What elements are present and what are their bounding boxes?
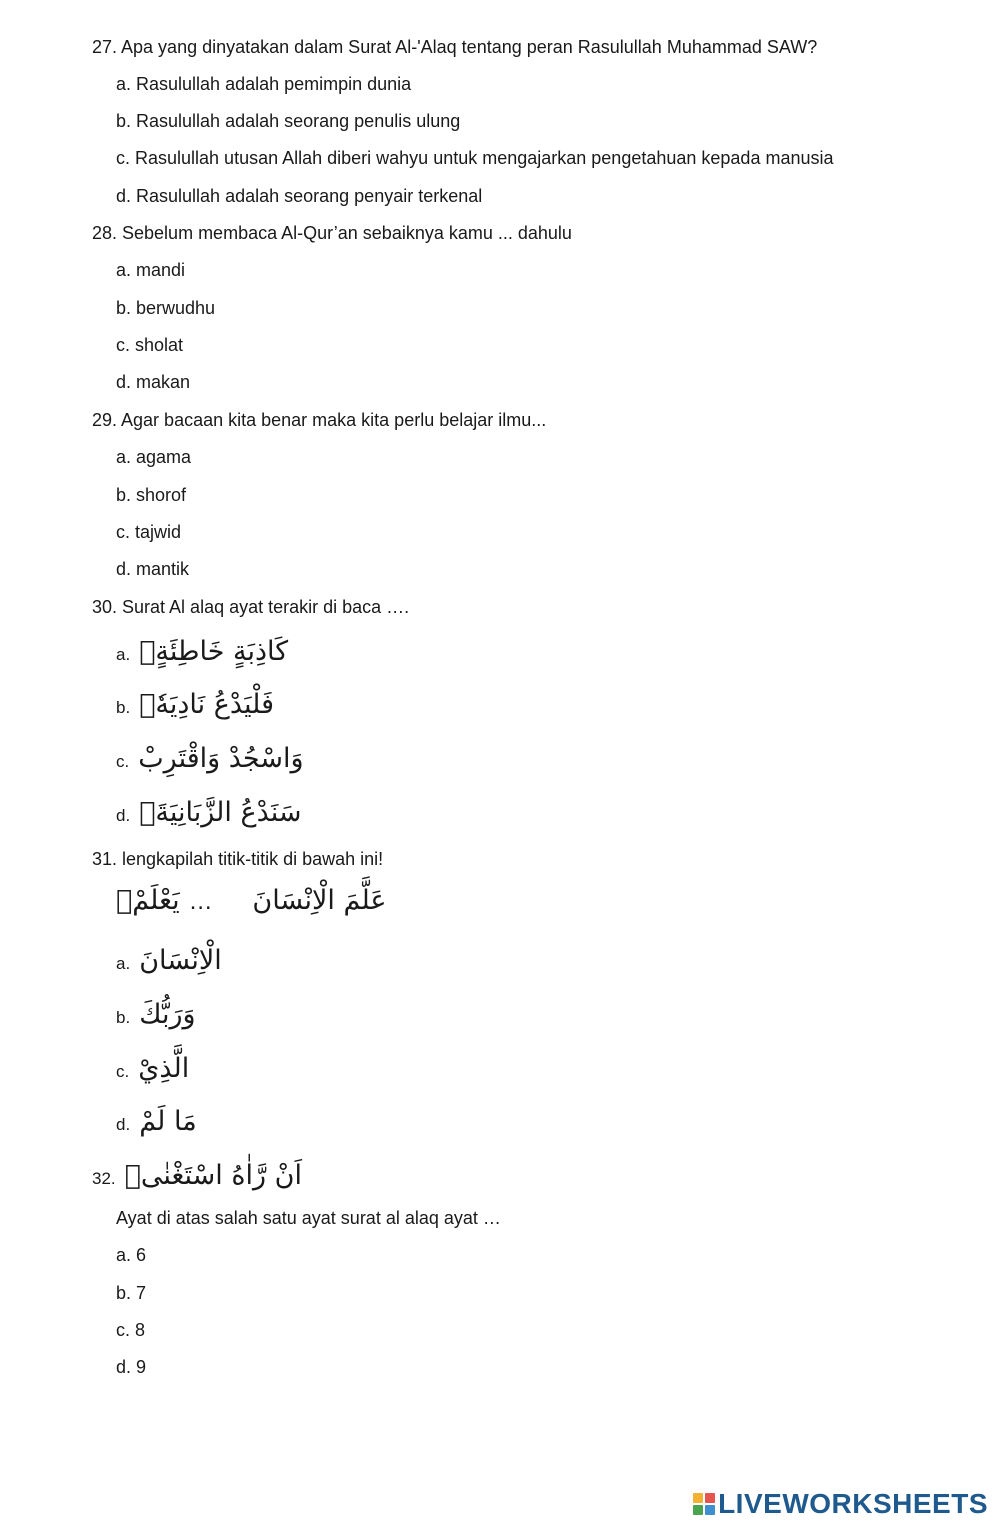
- q30-option-b-label: b.: [116, 698, 131, 717]
- question-27: 27. Apa yang dinyatakan dalam Surat Al-'Alaq tentang peran Rasulullah Muhammad SAW?: [92, 37, 818, 57]
- q27-option-b[interactable]: b. Rasulullah adalah seorang penulis ulung: [116, 111, 461, 131]
- q30-option-d-label: d.: [116, 806, 131, 825]
- q30-option-c[interactable]: [116, 741, 304, 777]
- logo-squares-icon: [693, 1493, 715, 1515]
- logo-square-2: [705, 1493, 715, 1503]
- q31-option-a-label: a.: [116, 954, 131, 973]
- q31-verse-blank: …: [188, 888, 213, 915]
- q31-verse-right: يَعْلَمْۗ: [116, 885, 180, 916]
- q31-option-c-label: c.: [116, 1062, 130, 1081]
- q30-option-b-arabic: فَلْيَدْعُ نَادِيَهٗۙ: [139, 689, 275, 720]
- q27-option-c[interactable]: c. Rasulullah utusan Allah diberi wahyu untuk mengajarkan pengetahuan kepada manusia: [116, 148, 834, 168]
- q31-option-b-label: b.: [116, 1008, 131, 1027]
- q28-option-d[interactable]: d. makan: [116, 372, 191, 392]
- q30-option-c-arabic: وَاسْجُدْ وَاقْتَرِبْ: [138, 743, 304, 774]
- q30-option-a[interactable]: [116, 634, 288, 670]
- q31-option-d-arabic: مَا لَمْ: [139, 1106, 197, 1137]
- question-31: 31. lengkapilah titik-titik di bawah ini!: [92, 849, 384, 869]
- q31-verse: [116, 880, 387, 922]
- question-30: 30. Surat Al alaq ayat terakir di baca ….: [92, 597, 410, 617]
- liveworksheets-logo[interactable]: [693, 1488, 988, 1520]
- q32-number: 32.: [92, 1169, 116, 1188]
- logo-text: LIVEWORKSHEETS: [718, 1488, 988, 1519]
- q32-arabic: اَنْ رَّاٰهُ اسْتَغْنٰىۗ: [124, 1160, 302, 1191]
- logo-square-1: [693, 1493, 703, 1503]
- q29-option-b[interactable]: b. shorof: [116, 485, 187, 505]
- q31-option-a-arabic: الْاِنْسَانَ: [139, 945, 222, 976]
- q32-option-a[interactable]: a. 6: [116, 1245, 147, 1265]
- q31-option-c[interactable]: [116, 1051, 189, 1087]
- q32-option-c[interactable]: c. 8: [116, 1320, 146, 1340]
- q29-option-c[interactable]: c. tajwid: [116, 522, 182, 542]
- q28-option-a[interactable]: a. mandi: [116, 260, 186, 280]
- q27-option-d[interactable]: d. Rasulullah adalah seorang penyair terkenal: [116, 186, 483, 206]
- question-32: [92, 1158, 302, 1194]
- q31-verse-left: عَلَّمَ الْاِنْسَانَ: [252, 885, 387, 916]
- q31-option-d-label: d.: [116, 1115, 131, 1134]
- q31-option-b-arabic: وَرَبُّكَ: [139, 999, 196, 1030]
- q31-option-d[interactable]: [116, 1104, 197, 1140]
- logo-square-4: [705, 1505, 715, 1515]
- q27-option-a[interactable]: a. Rasulullah adalah pemimpin dunia: [116, 74, 412, 94]
- q28-option-c[interactable]: c. sholat: [116, 335, 184, 355]
- q32-option-b[interactable]: b. 7: [116, 1283, 147, 1303]
- q32-prompt: Ayat di atas salah satu ayat surat al alaq ayat …: [116, 1208, 501, 1228]
- question-28: 28. Sebelum membaca Al-Qur’an sebaiknya kamu ... dahulu: [92, 223, 572, 243]
- q28-option-b[interactable]: b. berwudhu: [116, 298, 216, 318]
- q31-option-c-arabic: الَّذِيْ: [138, 1053, 190, 1084]
- logo-square-3: [693, 1505, 703, 1515]
- q29-option-d[interactable]: d. mantik: [116, 559, 190, 579]
- q29-option-a[interactable]: a. agama: [116, 447, 192, 467]
- q32-option-d[interactable]: d. 9: [116, 1357, 147, 1377]
- q30-option-a-arabic: كَاذِبَةٍ خَاطِئَةٍۚ: [139, 636, 289, 667]
- q30-option-c-label: c.: [116, 752, 130, 771]
- question-29: 29. Agar bacaan kita benar maka kita perlu belajar ilmu...: [92, 410, 547, 430]
- q30-option-d-arabic: سَنَدْعُ الزَّبَانِيَةَۙ: [139, 797, 302, 828]
- q30-option-b[interactable]: [116, 687, 274, 723]
- q31-option-b[interactable]: [116, 997, 196, 1033]
- q30-option-a-label: a.: [116, 645, 131, 664]
- q30-option-d[interactable]: [116, 795, 302, 831]
- q31-option-a[interactable]: [116, 943, 222, 979]
